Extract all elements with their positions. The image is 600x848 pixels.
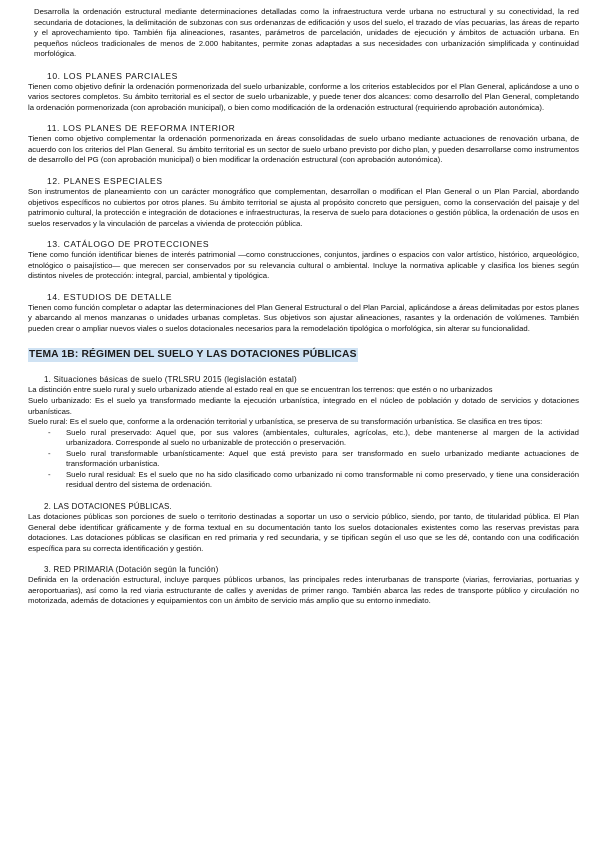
section-10-heading: 10. LOS PLANES PARCIALES: [47, 70, 178, 81]
section-11-text: Tienen como objetivo complementar la ordenación pormenorizada en áreas consolidadas de suelo urbano mediante actuaciones de renovación urbana, de acuerdo con los criterios del Plan General. Su ámbito territorial es un sector de suelo urbano previsto por dicho plan, y pueden desarrollarse como instrumentos de desarrollo del PG (con aprobación municipal) o bien modificar la ordenación estructural (con aprobación autonómica).: [28, 134, 579, 165]
rural-types-list: [28, 428, 579, 491]
list-item: [28, 470, 579, 491]
dash-bullet: -: [48, 469, 51, 479]
section-12-heading: 12. PLANES ESPECIALES: [47, 176, 163, 187]
sub2-heading: 2. LAS DOTACIONES PÚBLICAS.: [44, 501, 172, 511]
section-13-heading: 13. CATÁLOGO DE PROTECCIONES: [47, 239, 210, 250]
sub2-text: Las dotaciones públicas son porciones de suelo o territorio destinadas a soportar un uso o servicio público, siendo, por tanto, de titularidad pública. El Plan General debe identificar gráficamente y de forma textual en su documentación tanto los suelos dotacionales existentes como las reservas previstas para dotaciones. Las dotaciones públicas se clasifican en red primaria y red secundaria, y se tipifican según el uso que se les dé, contando con una codificación específica para su correcta identificación y gestión.: [28, 511, 579, 553]
section-10-text: Tienen como objetivo definir la ordenación pormenorizada del suelo urbanizable, conforme a los criterios establecidos por el Plan General, aplicándose a uno o varios sectores completos. Su ámbito territorial es el sector de suelo urbanizable, y puede tener dos alcances: como desarrollo del Plan General, completando la ordenación pormenorizada (con aprobación municipal), o bien como modificación de la ordenación estructural (requiriendo aprobación autonómica).: [28, 81, 579, 112]
sub1-heading: 1. Situaciones básicas de suelo (TRLSRU 2015 (legislación estatal): [44, 375, 297, 385]
sub3-text: Definida en la ordenación estructural, incluye parques públicos urbanos, las principales redes interurbanas de transporte (viarias, ferroviarias, portuarias y aeroportuarias), así como la red viaria estructurante de calles y avenidas de primer rango. También abarca las redes de transporte público y circulación no motorizada, además de dotaciones y equipamientos con un ámbito de servicio más amplio que su entorno inmediato.: [28, 575, 579, 606]
sub1-intro: La distinción entre suelo rural y suelo urbanizado atiende al estado real en que se encuentran los terrenos: que estén o no urbanizados: [28, 385, 493, 395]
rural-preservado-text: Suelo rural preservado: Aquel que, por sus valores (ambientales, culturales, agrícolas, etc.), debe mantenerse al margen de la actividad urbanizadora. Corresponde al suelo no urbanizable de protección o preservación.: [66, 427, 579, 448]
rural-transformable-text: Suelo rural transformable urbanísticamente: Aquel que está previsto para ser transformado en suelo urbanizado mediante actuaciones de transformación urbanística.: [66, 448, 579, 469]
section-13-text: Tiene como función identificar bienes de interés patrimonial —como construcciones, conjuntos, jardines o espacios con valor artístico, histórico, arqueológico, etnológico o paisajístico— que merecen ser conservados por su relevancia cultural o ambiental. Incluye la normativa aplicable y clasifica los bienes según distintos niveles de protección: integral, parcial, ambiental y tipológica.: [28, 250, 579, 281]
suelo-rural-text: Suelo rural: Es el suelo que, conforme a la ordenación territorial y urbanística, se preserva de su transformación urbanística. Se clasifica en tres tipos:: [28, 417, 543, 427]
rural-residual-text: Suelo rural residual: Es el suelo que no ha sido clasificado como urbanizado ni como transformable ni como preservado, y tiene una consideración residual dentro del sistema de ordenación.: [66, 469, 579, 490]
tema-1b-title: TEMA 1B: RÉGIMEN DEL SUELO Y LAS DOTACIONES PÚBLICAS: [29, 349, 357, 361]
section-11-heading: 11. LOS PLANES DE REFORMA INTERIOR: [47, 123, 236, 134]
list-item: [28, 449, 579, 470]
intro-paragraph: Desarrolla la ordenación estructural mediante determinaciones detalladas como la infraestructura verde urbana no estructural y su conectividad, la red secundaria de dotaciones, la delimitación de subzonas con sus ordenanzas de edificación y usos del suelo, el trazado de vías pecuarias, las áreas de reparto y el aprovechamiento tipo. También fija alineaciones, rasantes, parámetros de parcelación, unidades de ejecución y ámbitos de actuación urbana. En pequeños núcleos tradicionales de menos de 2.000 habitantes, permite zonas adaptadas a sus necesidades con urbanización simplificada y continuidad morfológica.: [34, 7, 579, 59]
list-item: [28, 428, 579, 449]
section-14-heading: 14. ESTUDIOS DE DETALLE: [47, 291, 173, 302]
suelo-urbanizado-text: Suelo urbanizado: Es el suelo ya transformado mediante la ejecución urbanística, integrado en el núcleo de población y dotado de servicios y dotaciones urbanísticas.: [28, 396, 579, 416]
dash-bullet: -: [48, 448, 51, 458]
section-14-text: Tienen como función completar o adaptar las determinaciones del Plan General Estructural o del Plan Parcial, aplicándose a áreas delimitadas por estos planes y abarcando al menos manzanas o unidades urbanas completas. Sus objetivos son ajustar alineaciones, rasantes y la ordenación de volúmenes. También pueden crear o ampliar nuevos viales o suelos dotacionales necesarios para la remodelación tipológica o morfológica, sin alterar su funcionalidad.: [28, 302, 579, 333]
sub3-heading: 3. RED PRIMARIA (Dotación según la función): [44, 565, 219, 575]
dash-bullet: -: [48, 427, 51, 437]
section-12-text: Son instrumentos de planeamiento con un carácter monográfico que complementan, desarrollan o modifican el Plan General o un Plan Parcial, abordando objetivos específicos no cubiertos por otros planes. Su ámbito territorial se ajusta al propósito concreto que persiguen, como la conservación del paisaje y del patrimonio cultural, la protección e integración de dotaciones e infraestructuras, la reserva de suelo para dotaciones o gestión pública, la ordenación de usos en suelos reservados y la vinculación de parcelas a vivienda de protección pública.: [28, 187, 579, 228]
